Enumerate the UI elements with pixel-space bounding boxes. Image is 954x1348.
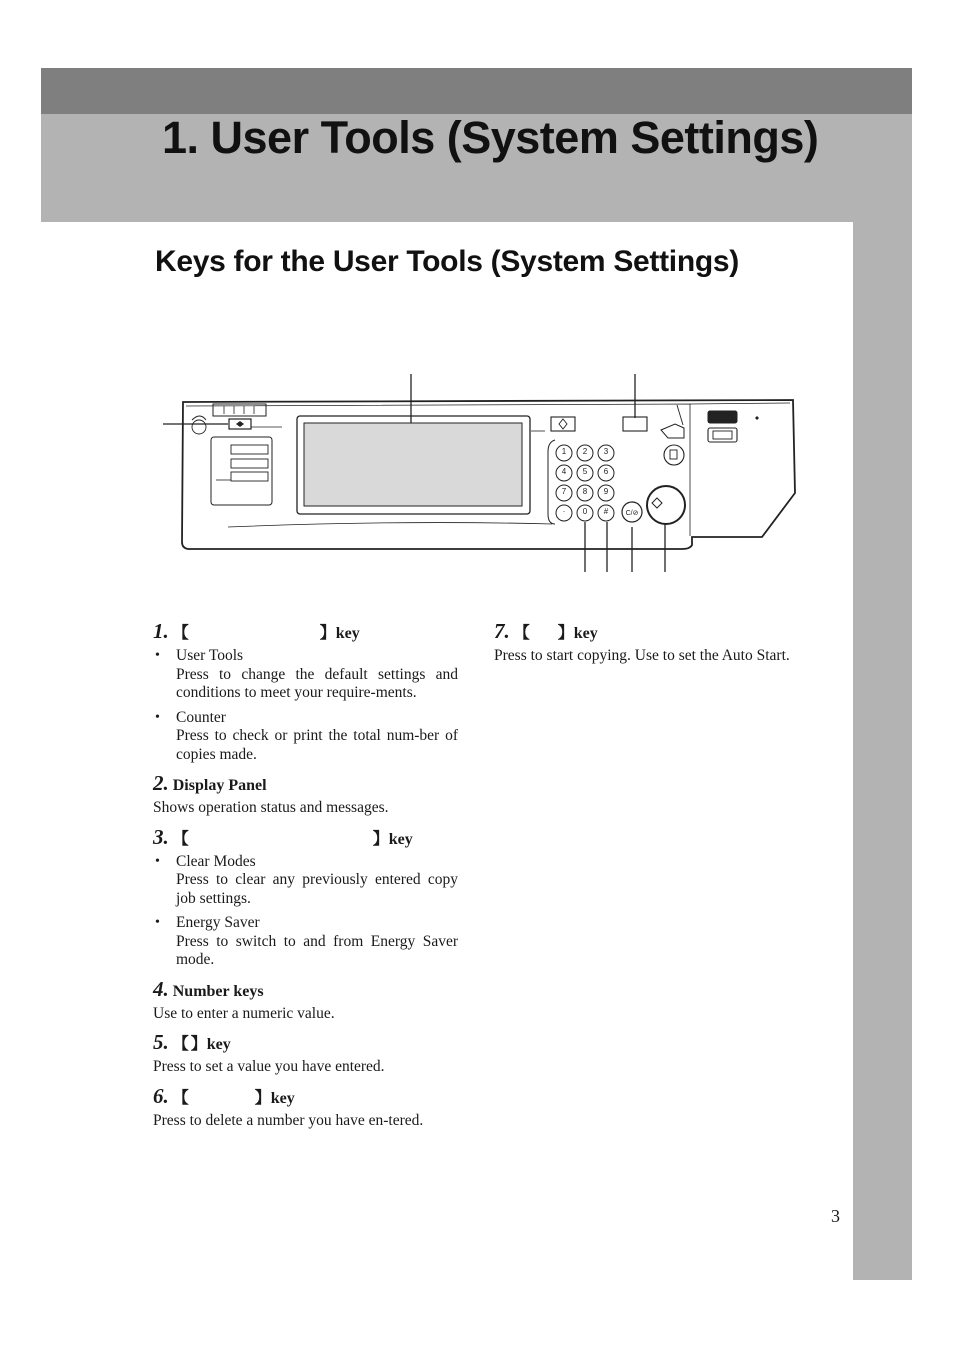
key-suffix: key xyxy=(573,625,598,642)
chapter-band-top xyxy=(41,68,912,114)
item-display-panel xyxy=(153,772,458,818)
page-number: 3 xyxy=(831,1206,840,1226)
key-dot: · xyxy=(562,507,566,516)
item-number: 2. xyxy=(153,771,169,795)
key-suffix: key xyxy=(270,1089,295,1107)
interrupt-key xyxy=(664,445,684,465)
item-start-key: 7. 【 】key Press to start copying. Use to set the Auto Start. xyxy=(494,620,799,666)
number-keys-bracket xyxy=(548,440,555,524)
item-number: 4. xyxy=(153,976,169,1001)
item-number: 5. xyxy=(153,1030,169,1054)
item-hash-key: 5. 【 】key Press to set a value you have entered. xyxy=(153,1031,458,1077)
key-3: 3 xyxy=(603,447,609,456)
item-label: Display Panel xyxy=(172,777,267,794)
item-description: Press to start copying. Use to set the Auto Start. xyxy=(494,647,790,664)
chapter-title: 1. User Tools (System Settings) xyxy=(162,112,819,163)
item-description: Press to delete a number you have en-tered. xyxy=(153,1111,424,1129)
control-panel-diagram xyxy=(150,370,810,580)
key-suffix: key xyxy=(388,830,413,848)
bullet-user-tools: • User Tools Press to change the default settings and conditions to meet your require-ments. xyxy=(153,647,458,703)
key-2: 2 xyxy=(582,447,588,456)
key-hash: # xyxy=(603,507,609,516)
item-clear-modes-energy-saver-key: 3. 【 】key • Clear Modes Press to clear any previously entered copy job settings. • Energy Saver Press to switch to and from Energy Saver mode. xyxy=(153,826,458,970)
bullet-clear-modes: • Clear Modes Press to clear any previously entered copy job settings. xyxy=(153,853,458,909)
key-4: 4 xyxy=(561,467,567,476)
bullet-counter: • Counter Press to check or print the total num-ber of copies made. xyxy=(153,709,458,765)
key-7: 7 xyxy=(561,487,567,496)
clear-stop-label: C/⊘ xyxy=(625,510,639,517)
job-keys-area xyxy=(211,437,272,505)
start-key xyxy=(647,486,685,524)
page-edge-tab xyxy=(853,222,912,1280)
key-suffix: key xyxy=(206,1036,231,1053)
item-clear-stop-key: 6. 【 】key Press to delete a number you have en-tered. xyxy=(153,1085,458,1131)
key-descriptions-right xyxy=(494,620,799,674)
bullet-energy-saver: • Energy Saver Press to switch to and from Energy Saver mode. xyxy=(153,914,458,970)
item-number: 3. xyxy=(153,824,169,849)
item-number: 1. xyxy=(153,619,169,643)
bullet-list xyxy=(153,853,458,970)
bullet-list xyxy=(153,647,458,764)
section-title: Keys for the User Tools (System Settings) xyxy=(155,245,739,278)
item-number-keys xyxy=(153,978,458,1024)
item-user-tools-counter-key: 1. 【 】key • User Tools Press to change the default settings and conditions to meet your require-ments. • Counter Press to check or print the total num-ber of copies made. xyxy=(153,620,458,764)
key-6: 6 xyxy=(603,467,609,476)
key-suffix: key xyxy=(335,625,360,642)
key-1: 1 xyxy=(561,447,567,456)
key-9: 9 xyxy=(603,487,609,496)
item-description: Use to enter a numeric value. xyxy=(153,1004,335,1022)
item-description: Shows operation status and messages. xyxy=(153,799,389,816)
key-descriptions-left xyxy=(153,620,458,1138)
item-number: 7. xyxy=(494,619,510,643)
key-0: 0 xyxy=(582,507,588,516)
main-power-indicator xyxy=(192,416,206,420)
item-description: Press to set a value you have entered. xyxy=(153,1058,385,1075)
key-8: 8 xyxy=(582,487,588,496)
on-indicator xyxy=(708,411,737,423)
main-power-switch xyxy=(708,428,737,442)
key-5: 5 xyxy=(582,467,588,476)
clear-modes-energy-saver-key xyxy=(623,417,647,431)
item-number: 6. xyxy=(153,1083,169,1108)
item-label: Number keys xyxy=(172,982,264,1000)
